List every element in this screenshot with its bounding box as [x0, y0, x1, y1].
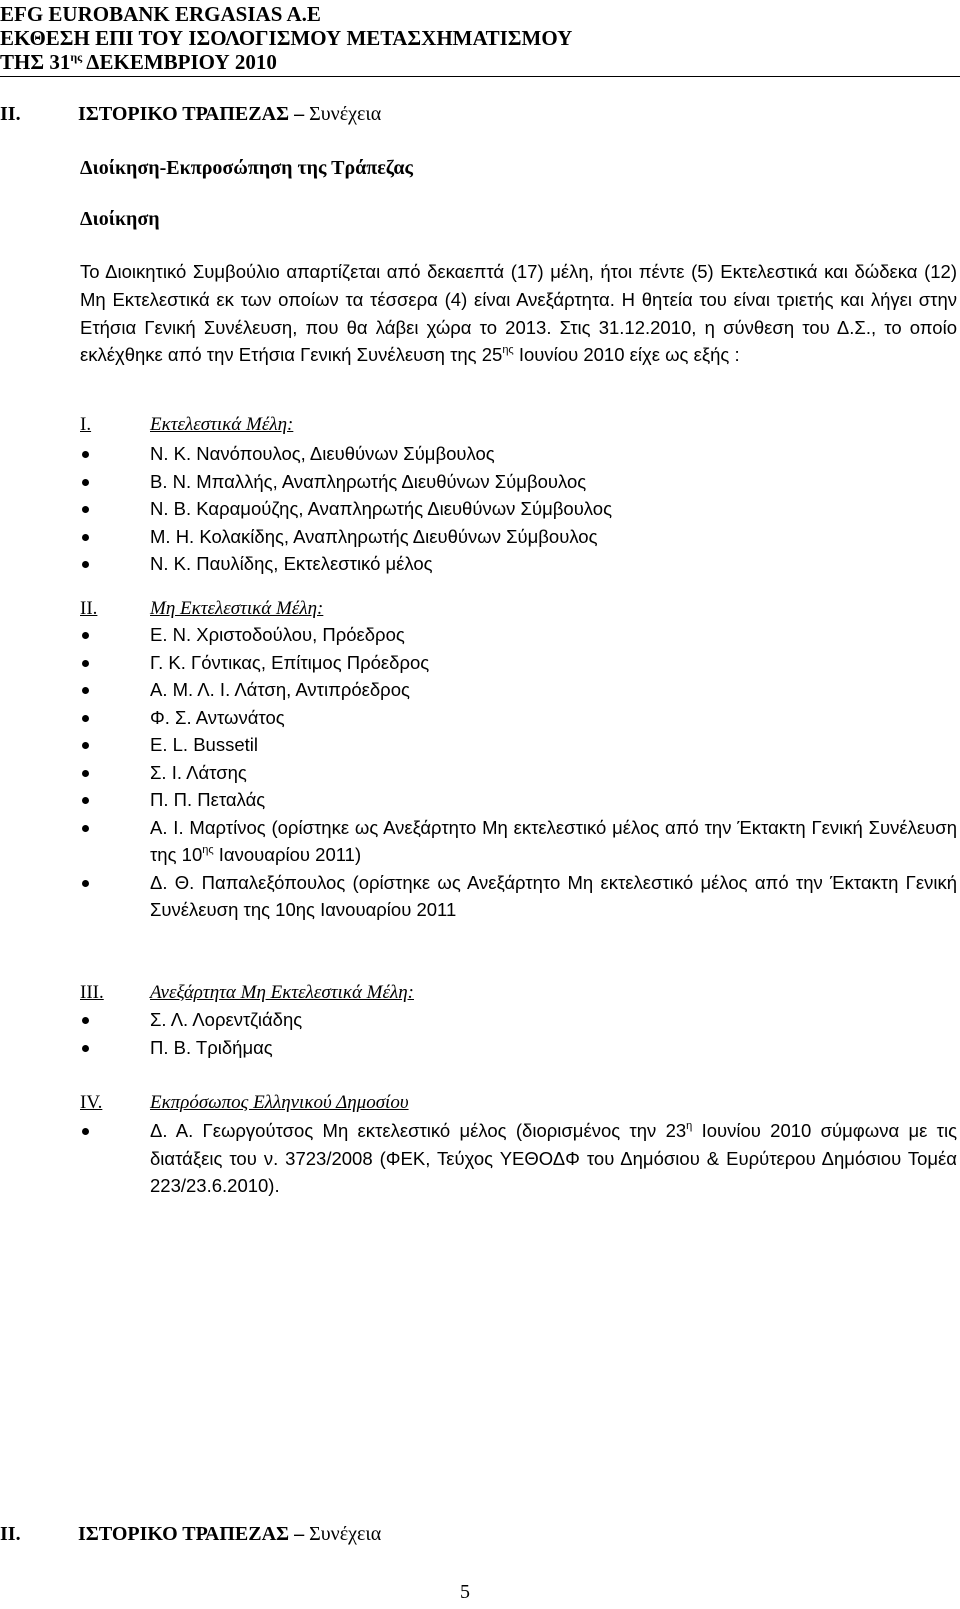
subheading-management-representation: Διοίκηση-Εκπροσώπηση της Τράπεζας: [80, 157, 413, 179]
section-number: ΙΙ.: [0, 103, 21, 125]
bullet-icon: [82, 1045, 89, 1052]
list-item: Ν. Β. Καραμούζης, Αναπληρωτής Διευθύνων Σύμβουλος: [80, 495, 957, 523]
bullet-icon: [82, 506, 89, 513]
bullet-icon: [82, 660, 89, 667]
bullet-icon: [82, 479, 89, 486]
group-heading-executive: Ι. Εκτελεστικά Μέλη:: [80, 414, 294, 435]
list-item: Δ. Θ. Παπαλεξόπουλος (ορίστηκε ως Ανεξάρτητο Μη εκτελεστικό μέλος από την Έκτακτη Γενική Συνέλευση της 10ης Ιανουαρίου 2011: [80, 869, 957, 924]
list-item: Φ. Σ. Αντωνάτος: [80, 704, 957, 732]
list-item: Π. Β. Τριδήμας: [80, 1034, 957, 1062]
bullet-icon: [82, 1128, 89, 1135]
bullet-icon: [82, 534, 89, 541]
list-item: Σ. Λ. Λορεντζιάδης: [80, 1006, 957, 1034]
section-continued: Συνέχεια: [304, 103, 382, 125]
footer-section-heading: ΙΙ. ΙΣΤΟΡΙΚΟ ΤΡΑΠΕΖΑΣ – Συνέχεια: [0, 1523, 382, 1545]
executive-members-list: [80, 440, 957, 578]
bullet-icon: [82, 825, 89, 832]
board-composition-paragraph: Το Διοικητικό Συμβούλιο απαρτίζεται από δεκαεπτά (17) μέλη, ήτοι πέντε (5) Εκτελεστικά και δώδεκα (12) Μη Εκτελεστικά εκ των οποίων τα τέσσερα (4) είναι Ανεξάρτητα. Η θητεία του είναι τριετής και λήγει στην Ετήσια Γενική Συνέλευση, που θα λάβει χώρα το 2013. Στις 31.12.2010, η σύνθεση του Δ.Σ., το οποίο εκλέχθηκε από την Ετήσια Γενική Συνέλευση της $25^{\eta\varsigma}$ Ιουνίου 2010 είχε ως εξής :: [80, 261, 957, 366]
page-number: 5: [460, 1581, 470, 1603]
list-item: Ν. Κ. Νανόπουλος, Διευθύνων Σύμβουλος: [80, 440, 957, 468]
non-executive-members-list: [80, 621, 957, 924]
bullet-icon: [82, 797, 89, 804]
group-heading-state-representative: IV. Εκπρόσωπος Ελληνικού Δημοσίου: [80, 1092, 409, 1113]
list-item: Α. Ι. Μαρτίνος (ορίστηκε ως Ανεξάρτητο Μη εκτελεστικό μέλος από την Έκτακτη Γενική Συνέλευση της $10^{\eta\varsigma}$ Ιανουαρίου 2011): [80, 814, 957, 869]
section-title: ΙΣΤΟΡΙΚΟ ΤΡΑΠΕΖΑΣ –: [78, 103, 305, 125]
bullet-icon: [82, 880, 89, 887]
list-item: Γ. Κ. Γόντικας, Επίτιμος Πρόεδρος: [80, 649, 957, 677]
bullet-icon: [82, 1017, 89, 1024]
list-item: Δ. Α. Γεωργούτσος Μη εκτελεστικό μέλος (διορισμένος την $23^\eta$ Ιουνίου 2010 σύμφωνα με τις διατάξεις του ν. 3723/2008 (ΦΕΚ, Τεύχος ΥΕΘΟΔΦ του Δημόσιου & Ευρύτερου Δημόσιου Τομέα 223/23.6.2010).: [80, 1117, 957, 1200]
list-item: Β. Ν. Μπαλλής, Αναπληρωτής Διευθύνων Σύμβουλος: [80, 468, 957, 496]
bullet-icon: [82, 451, 89, 458]
subheading-management: Διοίκηση: [80, 208, 160, 230]
section-heading: [0, 102, 381, 126]
bullet-icon: [82, 632, 89, 639]
bullet-icon: [82, 715, 89, 722]
header-bank-name: EFG EUROBANK ERGASIAS A.E: [0, 2, 321, 26]
list-item: Π. Π. Πεταλάς: [80, 786, 957, 814]
bullet-icon: [82, 561, 89, 568]
header-report-title: ΕΚΘΕΣΗ ΕΠΙ ΤΟΥ ΙΣΟΛΟΓΙΣΜΟΥ ΜΕΤΑΣΧΗΜΑΤΙΣΜΟΥ: [0, 26, 573, 50]
list-item: Ε. Ν. Χριστοδούλου, Πρόεδρος: [80, 621, 957, 649]
bullet-icon: [82, 687, 89, 694]
group-heading-non-executive: ΙΙ. Μη Εκτελεστικά Μέλη:: [80, 598, 324, 619]
independent-members-list: [80, 1006, 957, 1061]
list-item: Α. Μ. Λ. Ι. Λάτση, Αντιπρόεδρος: [80, 676, 957, 704]
list-item: E. L. Bussetil: [80, 731, 957, 759]
list-item: Μ. Η. Κολακίδης, Αναπληρωτής Διευθύνων Σύμβουλος: [80, 523, 957, 551]
bullet-icon: [82, 742, 89, 749]
group-heading-independent: ΙΙΙ. Ανεξάρτητα Μη Εκτελεστικά Μέλη:: [80, 982, 414, 1003]
state-representative-list: [80, 1117, 957, 1200]
running-header: [0, 2, 700, 74]
header-rule: [0, 76, 960, 77]
header-date: ΤΗΣ $31^{\eta\varsigma}$ ΔΕΚΕΜΒΡΙΟΥ 2010: [0, 50, 277, 74]
bullet-icon: [82, 770, 89, 777]
list-item: Σ. Ι. Λάτσης: [80, 759, 957, 787]
list-item: Ν. Κ. Παυλίδης, Εκτελεστικό μέλος: [80, 550, 957, 578]
